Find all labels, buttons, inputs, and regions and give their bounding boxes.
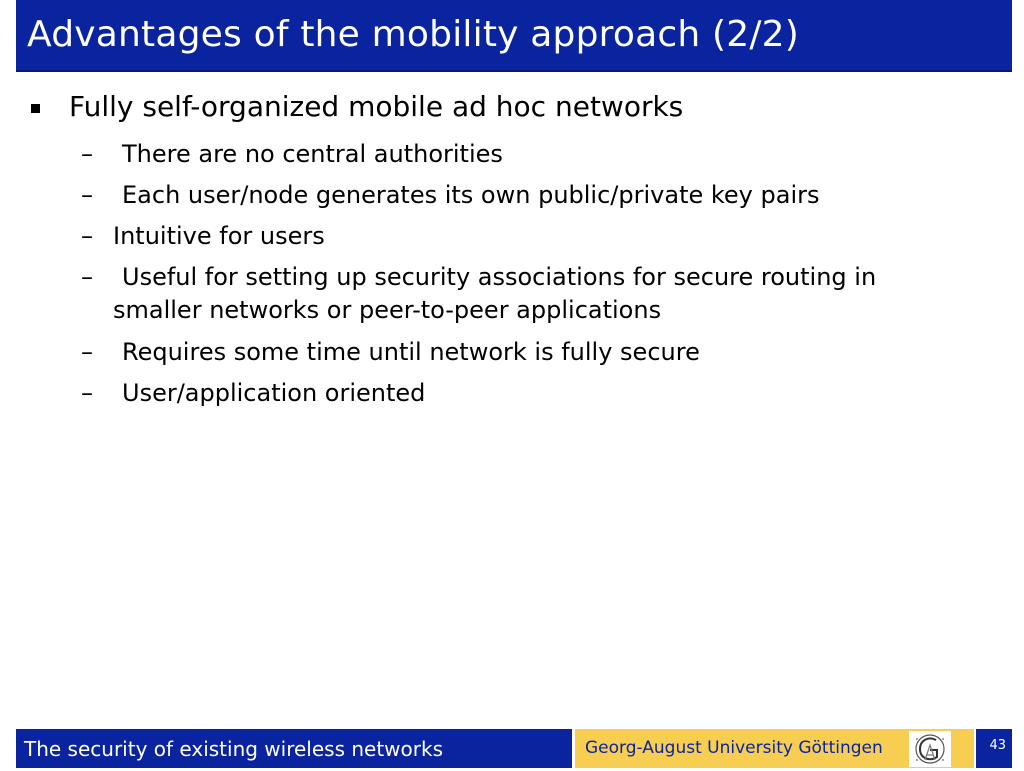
university-seal-icon	[909, 731, 951, 767]
sub-bullet-text: Intuitive for users	[113, 222, 325, 250]
footer-university-name: Georg-August University Göttingen	[585, 738, 883, 758]
sub-bullet-continuation: smaller networks or peer-to-peer applications	[113, 296, 662, 324]
dash-bullet-icon: –	[81, 222, 93, 250]
sub-bullet-text: Each user/node generates its own public/private key pairs	[122, 181, 820, 209]
footer	[0, 729, 1024, 768]
sub-bullet-text: Useful for setting up security associations for secure routing in	[122, 263, 877, 291]
dash-bullet-icon: –	[81, 338, 93, 366]
dash-bullet-icon: –	[81, 263, 93, 291]
footer-course-bar	[16, 729, 572, 768]
slide-title: Advantages of the mobility approach (2/2)	[27, 14, 800, 55]
square-bullet-icon	[31, 104, 40, 113]
dash-bullet-icon: –	[81, 379, 93, 407]
dash-bullet-icon: –	[81, 140, 93, 168]
sub-bullet-text: There are no central authorities	[122, 140, 503, 168]
footer-course-title: The security of existing wireless networks	[24, 737, 443, 761]
dash-bullet-icon: –	[81, 181, 93, 209]
page-number: 43	[989, 738, 1006, 753]
footer-university-bar	[575, 729, 974, 768]
sub-bullet-text: Requires some time until network is fully secure	[122, 338, 700, 366]
sub-bullet-text: User/application oriented	[122, 379, 426, 407]
footer-page-bar	[976, 729, 1012, 768]
title-bar	[16, 0, 1012, 70]
main-bullet-text: Fully self-organized mobile ad hoc networks	[69, 90, 684, 123]
